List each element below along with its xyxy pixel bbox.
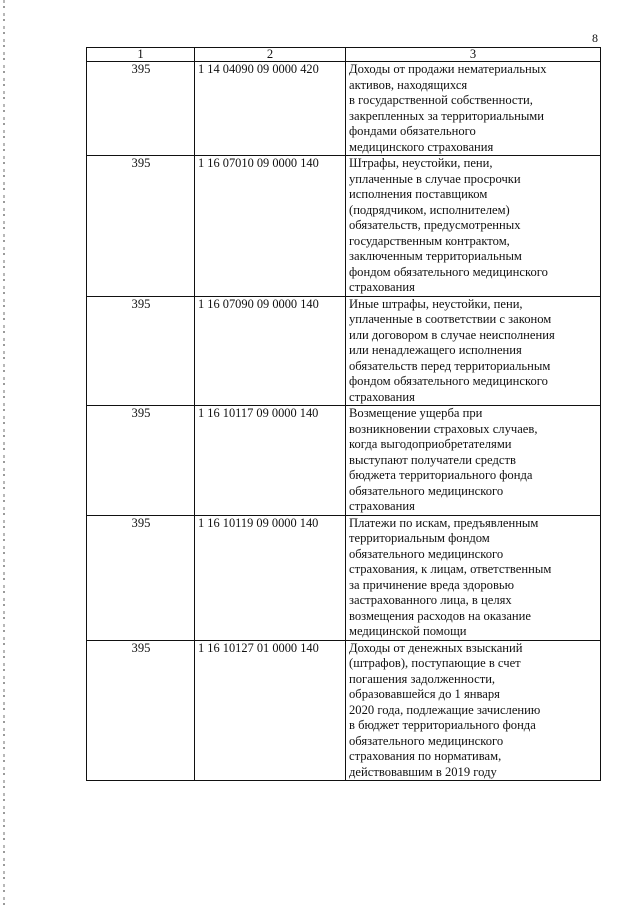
scan-edge — [3, 0, 5, 905]
admin-code-cell: 395 — [87, 156, 195, 297]
table-row — [87, 406, 601, 516]
admin-code-cell: 395 — [87, 406, 195, 516]
income-name-cell: Доходы от продажи нематериальных активов, находящихся в государственной собственности, закрепленных за территориальными фондами обязательного медицинского страхования — [346, 62, 601, 156]
income-name-cell: Платежи по искам, предъявленным территориальным фондом обязательного медицинского страхования, к лицам, ответственным за причинение вреда здоровью застрахованного лица, в целях возмещения расходов на оказание медицинской помощи — [346, 515, 601, 640]
income-name-cell: Штрафы, неустойки, пени, уплаченные в случае просрочки исполнения поставщиком (подрядчиком, исполнителем) обязательств, предусмотренных государственным контрактом, заключенным территориальным фондом обязательного медицинского страхования — [346, 156, 601, 297]
table-row — [87, 515, 601, 640]
admin-code-cell: 395 — [87, 296, 195, 406]
table-row — [87, 156, 601, 297]
table-row — [87, 296, 601, 406]
table-row — [87, 640, 601, 781]
budget-code-cell: 1 16 10117 09 0000 140 — [195, 406, 346, 516]
header-cell-1: 1 — [87, 48, 195, 62]
budget-codes-table — [86, 47, 601, 781]
budget-code-cell: 1 16 07010 09 0000 140 — [195, 156, 346, 297]
table-row — [87, 62, 601, 156]
table-header-row — [87, 48, 601, 62]
budget-code-cell: 1 16 10119 09 0000 140 — [195, 515, 346, 640]
income-name-cell: Доходы от денежных взысканий (штрафов), поступающие в счет погашения задолженности, образовавшейся до 1 января 2020 года, подлежащие зачислению в бюджет территориального фонда обязательного медицинского страхования по нормативам, действовавшим в 2019 году — [346, 640, 601, 781]
admin-code-cell: 395 — [87, 62, 195, 156]
header-cell-3: 3 — [346, 48, 601, 62]
page-number: 8 — [592, 31, 598, 45]
admin-code-cell: 395 — [87, 515, 195, 640]
income-name-cell: Иные штрафы, неустойки, пени, уплаченные в соответствии с законом или договором в случае неисполнения или ненадлежащего исполнения обязательств перед территориальным фондом обязательного медицинского страхования — [346, 296, 601, 406]
income-name-cell: Возмещение ущерба при возникновении страховых случаев, когда выгодоприобретателями выступают получатели средств бюджета территориального фонда обязательного медицинского страхования — [346, 406, 601, 516]
budget-code-cell: 1 14 04090 09 0000 420 — [195, 62, 346, 156]
budget-code-cell: 1 16 07090 09 0000 140 — [195, 296, 346, 406]
header-cell-2: 2 — [195, 48, 346, 62]
admin-code-cell: 395 — [87, 640, 195, 781]
budget-code-cell: 1 16 10127 01 0000 140 — [195, 640, 346, 781]
